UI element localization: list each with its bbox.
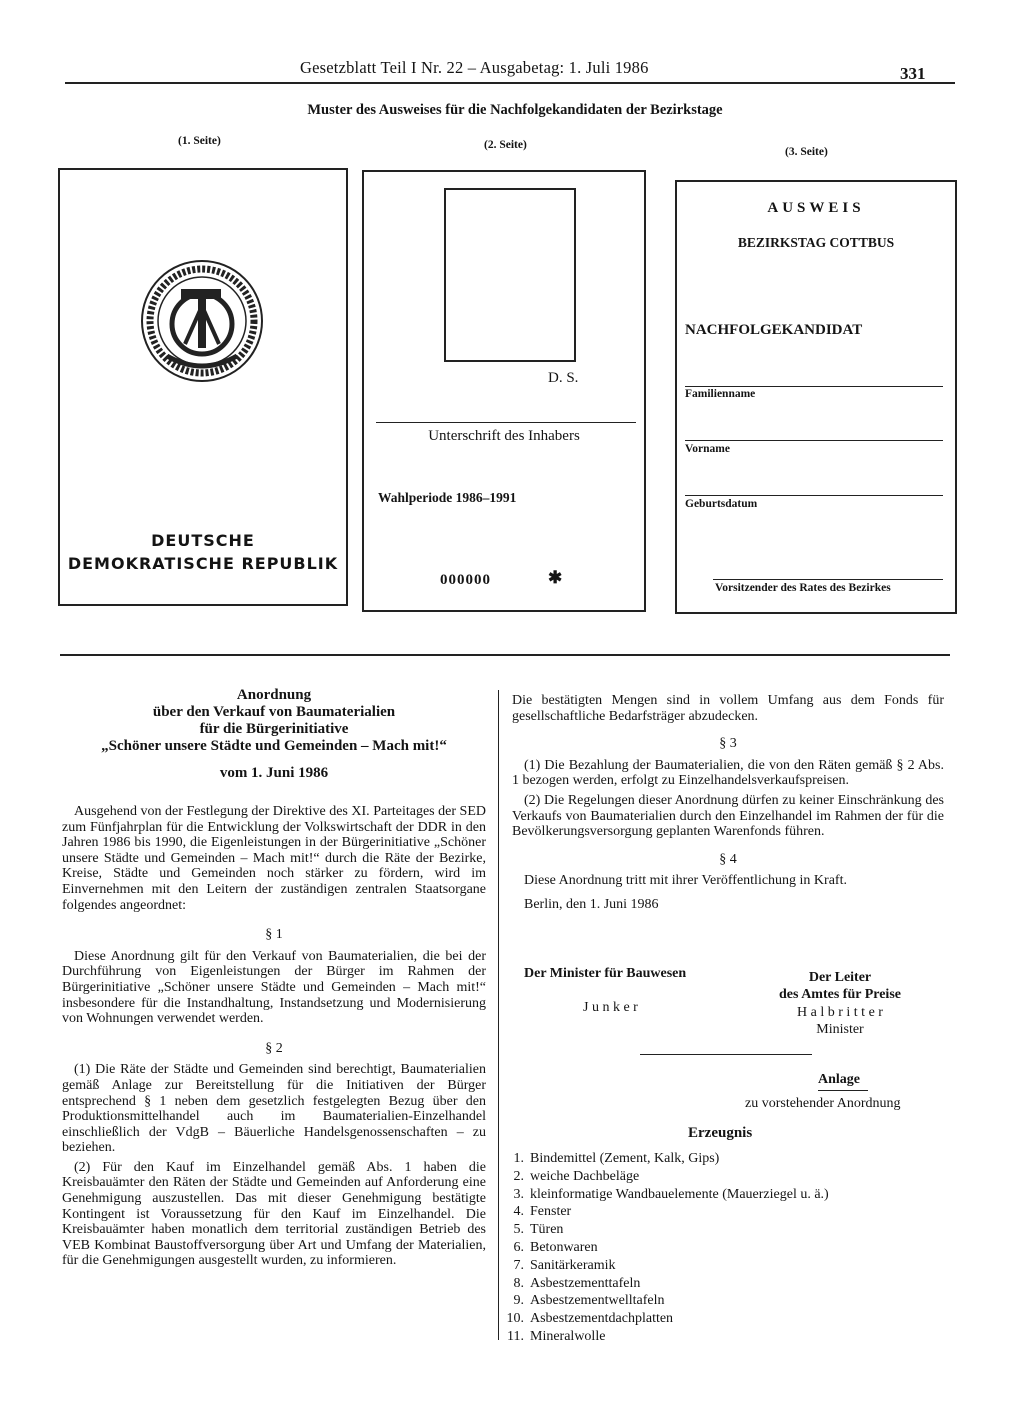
ddr-state-emblem-icon bbox=[137, 256, 267, 386]
list-item-number: 7. bbox=[513, 1257, 524, 1273]
right-column bbox=[512, 693, 944, 917]
id-card-page1 bbox=[58, 168, 348, 606]
signature-right-title-line2: des Amtes für Preise bbox=[779, 987, 901, 1002]
signature-right-role: Minister bbox=[816, 1022, 864, 1037]
list-item-number: 11. bbox=[507, 1328, 524, 1344]
gazette-header-title: Gesetzblatt Teil I Nr. 22 – Ausgabetag: 1. Juli 1986 bbox=[300, 58, 649, 77]
list-item-text: Sanitärkeramik bbox=[530, 1257, 616, 1273]
list-item-text: Bindemittel (Zement, Kalk, Gips) bbox=[530, 1151, 720, 1166]
anordnung-date: vom 1. Juni 1986 bbox=[219, 765, 329, 781]
list-item bbox=[500, 1328, 940, 1346]
list-item-number: 4. bbox=[513, 1204, 524, 1220]
page-number: 331 bbox=[900, 64, 926, 83]
familienname-line bbox=[685, 386, 943, 387]
place-date: Berlin, den 1. Juni 1986 bbox=[524, 896, 659, 912]
erzeugnis-list bbox=[500, 1150, 940, 1346]
list-item-number: 2. bbox=[513, 1168, 524, 1184]
list-item bbox=[500, 1168, 940, 1186]
section1-heading: § 1 bbox=[265, 927, 283, 943]
list-item bbox=[500, 1275, 940, 1293]
card1-line1: DEUTSCHE bbox=[151, 531, 255, 550]
list-item-text: Türen bbox=[530, 1222, 564, 1238]
list-item-text: Asbestzementtafeln bbox=[530, 1275, 641, 1291]
list-item-text: Asbestzementdachplatten bbox=[530, 1311, 674, 1327]
list-item-number: 1. bbox=[513, 1151, 524, 1166]
nachfolgekandidat-title: NACHFOLGEKANDIDAT bbox=[685, 322, 863, 338]
list-item-number: 6. bbox=[513, 1239, 524, 1255]
geburtsdatum-line bbox=[685, 495, 943, 496]
star-icon: ✱ bbox=[548, 568, 563, 587]
card1-line2: DEMOKRATISCHE REPUBLIK bbox=[67, 554, 339, 573]
list-item bbox=[500, 1292, 940, 1310]
anordnung-title-line: „Schöner unsere Städte und Gemeinden – Mach mit!“ bbox=[101, 738, 447, 754]
erzeugnis-heading: Erzeugnis bbox=[688, 1125, 753, 1141]
signature-left-title: Der Minister für Bauwesen bbox=[524, 966, 687, 981]
ausweis-title: AUSWEIS bbox=[767, 200, 865, 216]
bezirkstag-title: BEZIRKSTAG COTTBUS bbox=[737, 235, 895, 250]
vorname-line bbox=[685, 440, 943, 441]
wahlperiode-label: Wahlperiode 1986–1991 bbox=[378, 490, 517, 505]
section2-paragraph2: (2) Für den Kauf im Einzelhandel gemäß Abs. 1 haben die Kreisbauämter den Räten der Städte und Gemeinden auf Anforderung eine Genehmigung auszustellen. Das mit dieser Genehmigung bestätigte Kontingent ist Voraussetzung für den Kauf im Einzelhandel. Die Kreisbauämter haben monatlich dem territorial zuständigen Betrieb des VEB Kombinat Baustoffversorgung über Art und Umfang der Materialien, für die Genehmigungen ausgestellt wurden, zu informieren. bbox=[62, 1159, 486, 1269]
muster-title: Muster des Ausweises für die Nachfolgekandidaten der Bezirkstage bbox=[307, 102, 723, 118]
signature-right-title-line1: Der Leiter bbox=[808, 970, 872, 985]
geburtsdatum-label: Geburtsdatum bbox=[685, 498, 758, 510]
signature-label: Unterschrift des Inhabers bbox=[428, 428, 580, 444]
list-item bbox=[500, 1203, 940, 1221]
signature-left-name: J u n k e r bbox=[583, 1000, 638, 1015]
header-rule bbox=[65, 82, 955, 84]
signature-divider bbox=[640, 1054, 812, 1055]
id-card-page2 bbox=[362, 170, 646, 612]
ds-label: D. S. bbox=[548, 370, 579, 386]
list-item-number: 8. bbox=[513, 1275, 524, 1291]
signature-right-title bbox=[740, 969, 940, 1003]
section2-heading: § 2 bbox=[265, 1040, 283, 1056]
list-item-number: 10. bbox=[506, 1311, 524, 1327]
card-number: 000000 bbox=[440, 572, 491, 588]
section1-text: Diese Anordnung gilt für den Verkauf von Baumaterialien, die bei der Durchführung von Eigenleistungen der Bürger im Rahmen der Bürgerinitiative „Schöner unsere Städte und Gemeinden – Mach mit!“ insbesondere für die Instandhaltung, Instandsetzung und Modernisierung von Wohnungen verwendet werden. bbox=[62, 948, 486, 1027]
vorsitzender-line bbox=[713, 579, 943, 580]
list-item-text: kleinformatige Wandbauelemente (Mauerziegel u. ä.) bbox=[530, 1186, 829, 1202]
page1-label: (1. Seite) bbox=[178, 135, 221, 147]
anlage-subtitle: zu vorstehender Anordnung bbox=[745, 1096, 901, 1111]
list-item-number: 5. bbox=[513, 1222, 524, 1238]
list-item-text: weiche Dachbeläge bbox=[530, 1168, 640, 1184]
list-item-text: Betonwaren bbox=[530, 1239, 598, 1255]
vorname-label: Vorname bbox=[685, 443, 730, 455]
section3-heading: § 3 bbox=[719, 736, 737, 752]
vorsitzender-label: Vorsitzender des Rates des Bezirkes bbox=[715, 582, 891, 594]
signature-right-name: H a l b r i t t e r bbox=[797, 1005, 883, 1020]
list-item bbox=[500, 1257, 940, 1275]
page2-label: (2. Seite) bbox=[484, 139, 527, 151]
list-item bbox=[500, 1239, 940, 1257]
section-separator bbox=[60, 654, 950, 656]
column-divider bbox=[498, 690, 499, 1340]
familienname-label: Familienname bbox=[685, 388, 756, 400]
section4-heading: § 4 bbox=[719, 851, 737, 867]
signature-line bbox=[376, 422, 636, 423]
section3-paragraph2: (2) Die Regelungen dieser Anordnung dürfen zu keiner Einschränkung des Verkaufs von Baumaterialien durch den Einzelhandel im Rahmen der für die Bevölkerungsversorgung geplanten Warenfonds führen. bbox=[512, 792, 944, 840]
list-item-number: 3. bbox=[513, 1186, 524, 1202]
section2-paragraph1: (1) Die Räte der Städte und Gemeinden sind berechtigt, Baumaterialien gemäß Anlage zur Bereitstellung für die Initiativen der Bürger entsprechend § 1 neben dem gesetzlich festgelegten Bezug über den Produktionsmittelhandel auch im Baumaterialien-Einzelhandel einschließlich der VdgB – Bäuerliche Handelsgenossenschaften – zu beziehen. bbox=[62, 1062, 486, 1156]
list-item-number: 9. bbox=[513, 1293, 524, 1309]
signature-right-name-block bbox=[740, 1004, 940, 1038]
anordnung-title-line: für die Bürgerinitiative bbox=[199, 721, 349, 737]
list-item bbox=[500, 1186, 940, 1204]
list-item bbox=[500, 1310, 940, 1328]
section4-text: Diese Anordnung tritt mit ihrer Veröffentlichung in Kraft. bbox=[524, 873, 847, 889]
anlage-title: Anlage bbox=[818, 1072, 860, 1087]
list-item-text: Mineralwolle bbox=[530, 1328, 606, 1344]
list-item bbox=[500, 1221, 940, 1239]
anordnung-title bbox=[62, 687, 486, 755]
anordnung-title-line: über den Verkauf von Baumaterialien bbox=[152, 704, 396, 720]
section2-paragraph3: Die bestätigten Mengen sind in vollem Umfang aus dem Fonds für gesellschaftliche Bedarfsträger abzudecken. bbox=[512, 693, 944, 724]
list-item-text: Asbestzementwelltafeln bbox=[530, 1293, 665, 1309]
page3-label: (3. Seite) bbox=[785, 146, 828, 158]
anordnung-title-line: Anordnung bbox=[236, 687, 312, 703]
anlage-underline bbox=[818, 1090, 868, 1091]
intro-paragraph: Ausgehend von der Festlegung der Direktive des XI. Parteitages der SED zum Fünfjahrplan für die Entwicklung der Volkswirtschaft der DDR in den Jahren 1986 bis 1990, die Eigenleistungen in der Bürgerinitiative „Schöner unsere Städte und Gemeinden – Mach mit!“ durch die Räte der Bezirke, Kreise, Städte und Gemeinden noch stärker zu fördern, wird im Einvernehmen mit den Leitern der zuständigen zentralen Staatsorgane folgendes angeordnet: bbox=[62, 804, 486, 913]
photo-box bbox=[444, 188, 576, 362]
section3-paragraph1: (1) Die Bezahlung der Baumaterialien, die von den Räten gemäß § 2 Abs. 1 bezogen werden, erfolgt zu Einzelhandelsverkaufspreisen. bbox=[512, 757, 944, 789]
list-item-text: Fenster bbox=[530, 1204, 572, 1220]
left-column bbox=[62, 687, 486, 1273]
id-card-page3 bbox=[675, 180, 957, 614]
list-item bbox=[500, 1150, 940, 1168]
